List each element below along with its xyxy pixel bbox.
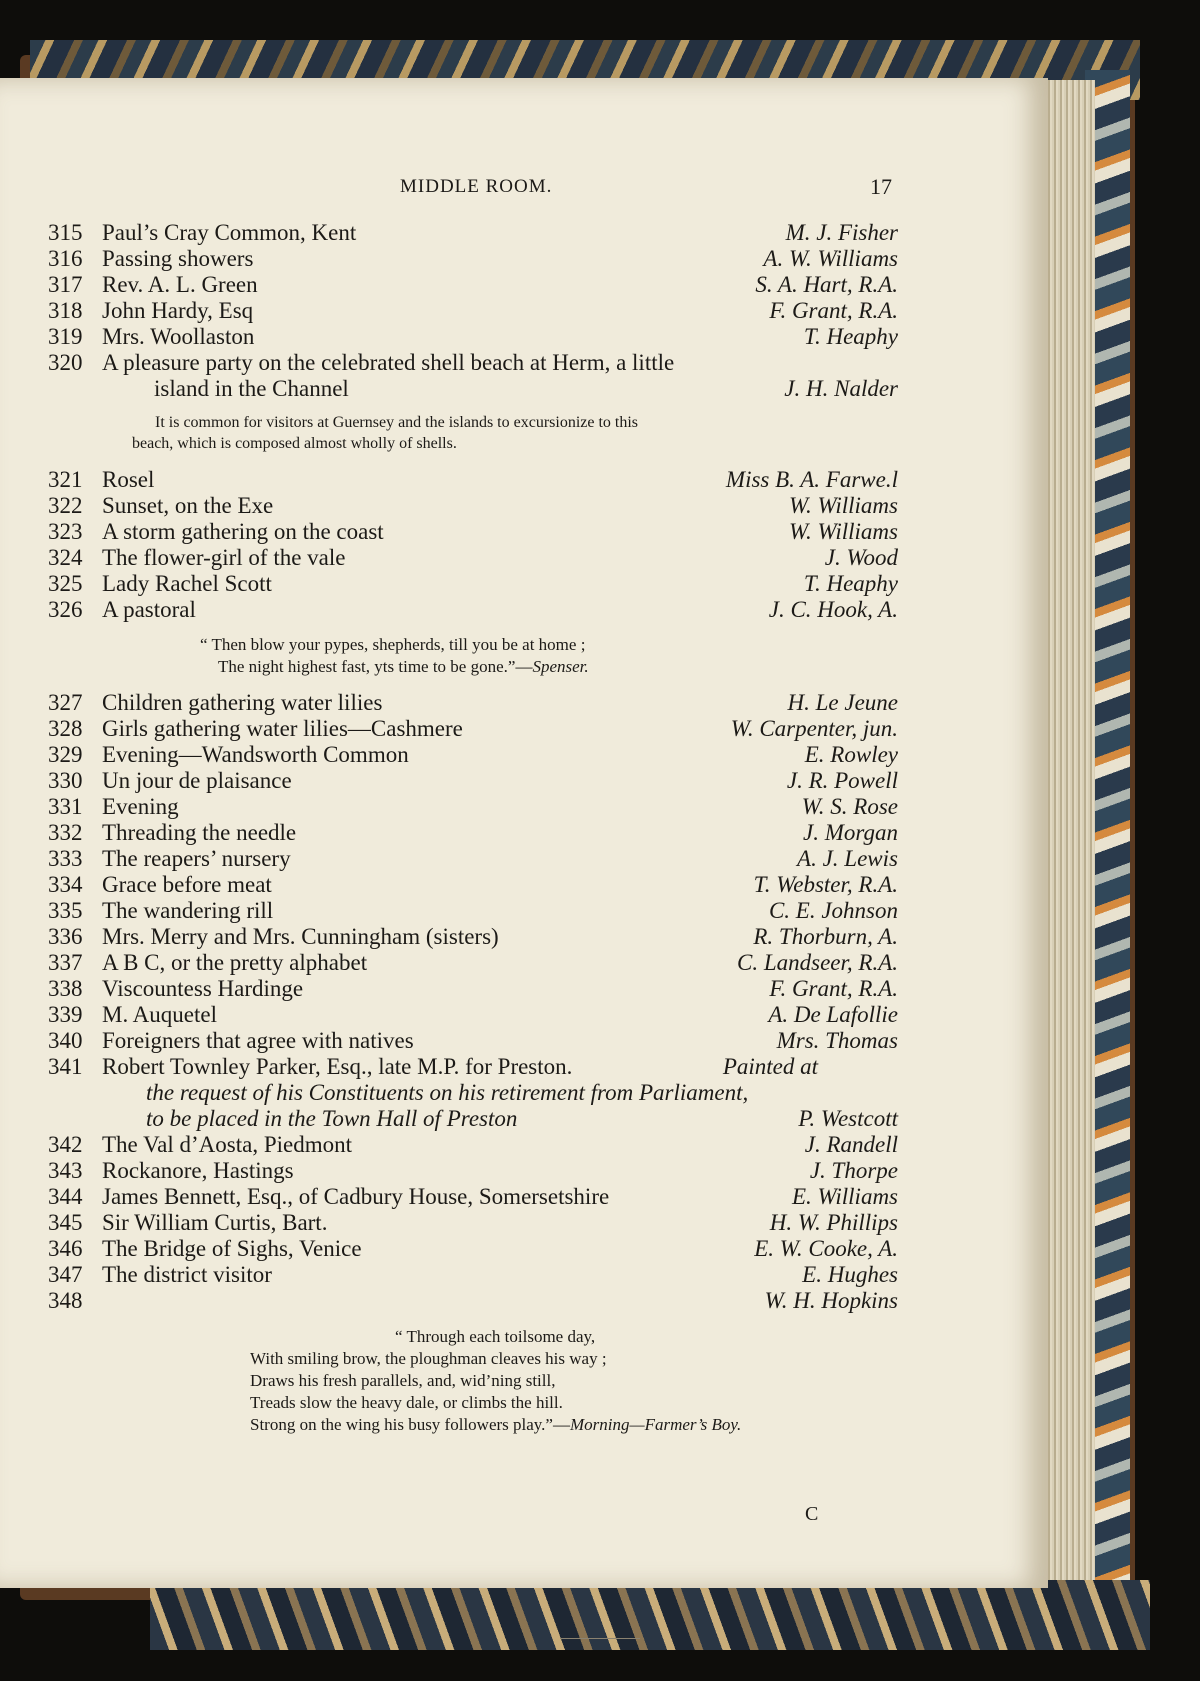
entry-number: 343 bbox=[48, 1158, 83, 1183]
entry-title: The reapers’ nursery bbox=[102, 846, 291, 871]
verse-quote-line: With smiling brow, the ploughman cleaves his way ; bbox=[250, 1349, 607, 1368]
verse-quote bbox=[218, 656, 589, 677]
catalogue-entry bbox=[48, 246, 898, 272]
entry-title: Lady Rachel Scott bbox=[102, 571, 272, 596]
catalogue-entry bbox=[48, 545, 898, 571]
entry-number: 339 bbox=[48, 1002, 83, 1027]
entry-number: 334 bbox=[48, 872, 83, 897]
entry-number: 344 bbox=[48, 1184, 83, 1209]
entry-artist: J. H. Nalder bbox=[784, 376, 898, 401]
quote-line: “ Then blow your pypes, shepherds, till you be at home ; bbox=[200, 635, 586, 654]
entry-artist: A. J. Lewis bbox=[797, 846, 898, 871]
entry-title: John Hardy, Esq bbox=[102, 298, 254, 323]
entry-title: Sunset, on the Exe bbox=[102, 493, 274, 518]
entry-title: Paul’s Cray Common, Kent bbox=[102, 220, 357, 245]
catalogue-entry bbox=[48, 898, 898, 924]
catalogue-entry bbox=[48, 820, 898, 846]
entry-title: Un jour de plaisance bbox=[102, 768, 292, 793]
catalogue-entry bbox=[48, 220, 898, 246]
entry-number: 320 bbox=[48, 350, 83, 375]
entry-artist: R. Thorburn, A. bbox=[753, 924, 898, 949]
entry-artist: C. E. Johnson bbox=[768, 898, 898, 923]
quote-line: Strong on the wing his busy followers play.”— bbox=[250, 1415, 570, 1434]
entry-title: A storm gathering on the coast bbox=[102, 519, 384, 544]
entry-artist: E. W. Cooke, A. bbox=[754, 1236, 898, 1261]
entry-artist: F. Grant, R.A. bbox=[769, 976, 898, 1001]
verse-quote-line bbox=[250, 1414, 741, 1435]
entry-artist: J. Thorpe bbox=[809, 1158, 898, 1183]
entry-title-continued: island in the Channel bbox=[154, 376, 349, 401]
entry-note: beach, which is composed almost wholly of shells. bbox=[132, 435, 457, 452]
entry-title: Rockanore, Hastings bbox=[102, 1158, 294, 1183]
entry-title: Grace before meat bbox=[102, 872, 272, 897]
entry-number: 329 bbox=[48, 742, 83, 767]
entry-number: 323 bbox=[48, 519, 83, 544]
catalogue-entry bbox=[48, 846, 898, 872]
catalogue-entry bbox=[48, 1262, 898, 1288]
catalogue-entry bbox=[48, 742, 898, 768]
catalogue-entry bbox=[48, 924, 898, 950]
entry-number: 346 bbox=[48, 1236, 83, 1261]
signature-mark: C bbox=[805, 1503, 819, 1525]
entry-number: 331 bbox=[48, 794, 83, 819]
entry-artist: T. Heaphy bbox=[803, 571, 898, 596]
catalogue-entry bbox=[48, 597, 898, 623]
entry-title: The district visitor bbox=[102, 1262, 272, 1287]
entry-title: The Bridge of Sighs, Venice bbox=[102, 1236, 362, 1261]
entry-title: The Val d’Aosta, Piedmont bbox=[102, 1132, 352, 1157]
entry-title-italic: Painted at bbox=[722, 1054, 818, 1079]
entry-number: 330 bbox=[48, 768, 83, 793]
entry-artist: H. W. Phillips bbox=[769, 1210, 898, 1235]
entry-number: 321 bbox=[48, 467, 83, 492]
entry-artist: F. Grant, R.A. bbox=[769, 298, 898, 323]
entry-title: A pleasure party on the celebrated shell beach at Herm, a little bbox=[102, 350, 675, 375]
entry-number: 340 bbox=[48, 1028, 83, 1053]
catalogue-entry bbox=[48, 298, 898, 324]
entry-artist: E. Rowley bbox=[804, 742, 898, 767]
verse-quote bbox=[200, 634, 585, 655]
entry-number: 318 bbox=[48, 298, 83, 323]
catalogue-entry bbox=[48, 1236, 898, 1262]
entry-title: Viscountess Hardinge bbox=[102, 976, 304, 1001]
entry-artist: W. Carpenter, jun. bbox=[730, 716, 898, 741]
verse-quote-line: “ Through each toilsome day, bbox=[395, 1327, 596, 1346]
entry-number: 338 bbox=[48, 976, 83, 1001]
catalogue-entry-continuation bbox=[48, 376, 898, 402]
catalogue-entry bbox=[48, 1210, 898, 1236]
catalogue-entry bbox=[48, 1288, 898, 1314]
entry-artist: J. R. Powell bbox=[786, 768, 898, 793]
catalogue-entry bbox=[48, 768, 898, 794]
entry-number: 345 bbox=[48, 1210, 83, 1235]
entry-artist: W. S. Rose bbox=[801, 794, 898, 819]
entry-number: 332 bbox=[48, 820, 83, 845]
catalogue-entry bbox=[48, 872, 898, 898]
entry-artist: A. De Lafollie bbox=[768, 1002, 898, 1027]
entry-number: 327 bbox=[48, 690, 83, 715]
entry-number: 316 bbox=[48, 246, 83, 271]
entry-number: 342 bbox=[48, 1132, 83, 1157]
page-edges bbox=[1040, 80, 1095, 1580]
catalogue-entry bbox=[48, 571, 898, 597]
quote-source: Morning—Farmer’s Boy. bbox=[569, 1415, 742, 1434]
catalogue-entry bbox=[48, 716, 898, 742]
entry-number: 333 bbox=[48, 846, 83, 871]
entry-number: 324 bbox=[48, 545, 83, 570]
entry-artist: P. Westcott bbox=[798, 1106, 898, 1131]
entry-number: 322 bbox=[48, 493, 83, 518]
entry-title: Mrs. Woollaston bbox=[102, 324, 255, 349]
entry-title: M. Auquetel bbox=[102, 1002, 217, 1027]
entry-artist: J. Wood bbox=[824, 545, 898, 570]
entry-artist: H. Le Jeune bbox=[787, 690, 898, 715]
entry-artist: Miss B. A. Farwe.l bbox=[725, 467, 898, 492]
catalogue-entry bbox=[48, 690, 898, 716]
catalogue-entry bbox=[48, 950, 898, 976]
entry-number: 341 bbox=[48, 1054, 83, 1079]
catalogue-entry bbox=[48, 519, 898, 545]
catalogue-entry bbox=[48, 467, 898, 493]
entry-title: Passing showers bbox=[102, 246, 254, 271]
catalogue-entry bbox=[48, 324, 898, 350]
entry-title: Mrs. Merry and Mrs. Cunningham (sisters) bbox=[102, 924, 499, 949]
catalogue-entry bbox=[48, 794, 898, 820]
entry-artist: W. Williams bbox=[788, 519, 898, 544]
entry-title: Robert Townley Parker, Esq., late M.P. for Preston. bbox=[102, 1054, 573, 1079]
entry-artist: M. J. Fisher bbox=[785, 220, 898, 245]
catalogue-page bbox=[0, 78, 1048, 1588]
entry-title: The wandering rill bbox=[102, 898, 274, 923]
entry-title: Girls gathering water lilies—Cashmere bbox=[102, 716, 463, 741]
quote-source: Spenser. bbox=[532, 657, 589, 676]
entry-number: 319 bbox=[48, 324, 83, 349]
entry-artist: T. Heaphy bbox=[803, 324, 898, 349]
catalogue-entry bbox=[48, 1002, 898, 1028]
entry-number: 328 bbox=[48, 716, 83, 741]
entry-title: Foreigners that agree with natives bbox=[102, 1028, 414, 1053]
catalogue-entry bbox=[48, 1132, 898, 1158]
entry-title: Evening bbox=[102, 794, 179, 819]
entry-artist: E. Williams bbox=[791, 1184, 898, 1209]
entry-title: Rev. A. L. Green bbox=[102, 272, 258, 297]
catalogue-entry bbox=[48, 493, 898, 519]
catalogue-entry bbox=[48, 1028, 898, 1054]
entry-title: Children gathering water lilies bbox=[102, 690, 383, 715]
bottom-rule bbox=[560, 1638, 640, 1639]
entry-artist: A. W. Williams bbox=[763, 246, 898, 271]
catalogue-entry bbox=[48, 976, 898, 1002]
catalogue-entry-continuation bbox=[48, 1106, 898, 1132]
entry-title: Threading the needle bbox=[102, 820, 297, 845]
entry-artist: Mrs. Thomas bbox=[776, 1028, 898, 1053]
entry-artist: J. C. Hook, A. bbox=[768, 597, 898, 622]
entry-number: 317 bbox=[48, 272, 83, 297]
entry-number: 335 bbox=[48, 898, 83, 923]
entry-title-continued: to be placed in the Town Hall of Preston bbox=[146, 1106, 518, 1131]
entry-number: 326 bbox=[48, 597, 83, 622]
catalogue-entry-continuation bbox=[48, 1080, 898, 1106]
catalogue-entry bbox=[48, 1054, 898, 1080]
entry-title: The flower-girl of the vale bbox=[102, 545, 346, 570]
verse-quote-line: Draws his fresh parallels, and, wid’ning still, bbox=[250, 1371, 556, 1390]
catalogue-entry bbox=[48, 350, 898, 376]
entry-title: Evening—Wandsworth Common bbox=[102, 742, 409, 767]
entry-artist: W. Williams bbox=[788, 493, 898, 518]
entry-number: 348 bbox=[48, 1288, 83, 1313]
entry-title: A pastoral bbox=[102, 597, 196, 622]
entry-number: 347 bbox=[48, 1262, 83, 1287]
entry-number: 325 bbox=[48, 571, 83, 596]
entry-title: Rosel bbox=[102, 467, 155, 492]
entry-artist: J. Morgan bbox=[803, 820, 898, 845]
entry-artist: J. Randell bbox=[804, 1132, 898, 1157]
running-head bbox=[0, 176, 1048, 206]
entry-number: 315 bbox=[48, 220, 83, 245]
entry-title: Sir William Curtis, Bart. bbox=[102, 1210, 328, 1235]
entry-artist: C. Landseer, R.A. bbox=[737, 950, 898, 975]
entry-title: James Bennett, Esq., of Cadbury House, Somersetshire bbox=[102, 1184, 610, 1209]
quote-line: The night highest fast, yts time to be gone.”— bbox=[218, 657, 533, 676]
entry-title: A B C, or the pretty alphabet bbox=[102, 950, 368, 975]
entry-artist: E. Hughes bbox=[802, 1262, 898, 1287]
entry-artist: W. H. Hopkins bbox=[764, 1288, 898, 1313]
entry-number: 337 bbox=[48, 950, 83, 975]
verse-quote-line: Treads slow the heavy dale, or climbs the hill. bbox=[250, 1393, 563, 1412]
catalogue-entry bbox=[48, 272, 898, 298]
marbled-board-bottom bbox=[150, 1580, 1150, 1650]
entry-number: 336 bbox=[48, 924, 83, 949]
entry-note: It is common for visitors at Guernsey and the islands to excursionize to this bbox=[155, 414, 639, 431]
catalogue-entry bbox=[48, 1184, 898, 1210]
entry-artist: T. Webster, R.A. bbox=[753, 872, 898, 897]
room-title: MIDDLE ROOM. bbox=[400, 176, 553, 197]
catalogue-entry bbox=[48, 1158, 898, 1184]
entry-artist: S. A. Hart, R.A. bbox=[755, 272, 898, 297]
page-number: 17 bbox=[870, 174, 892, 199]
entry-title-continued: the request of his Constituents on his retirement from Parliament, bbox=[146, 1080, 749, 1105]
